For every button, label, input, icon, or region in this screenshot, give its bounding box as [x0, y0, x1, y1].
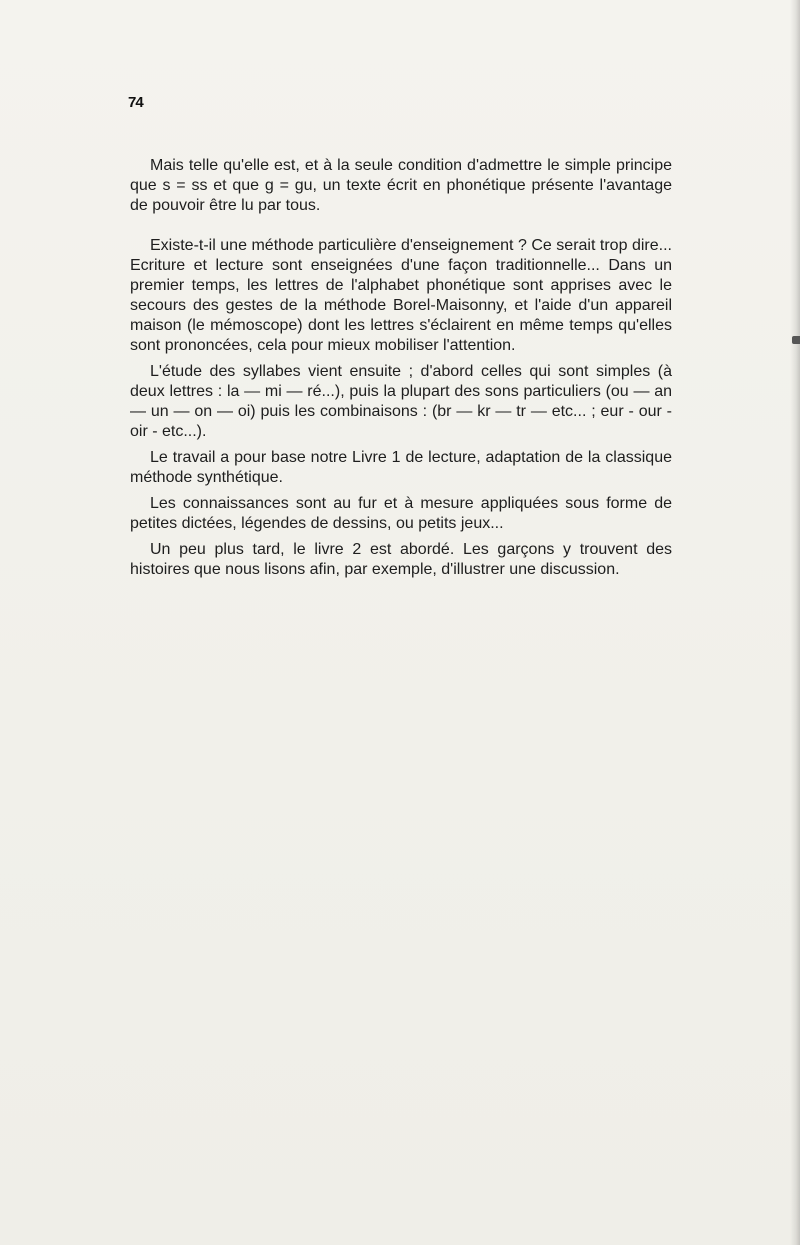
- paragraph-3: L'étude des syllabes vient ensuite ; d'abord celles qui sont simples (à deux lettres : la — mi — ré...), puis la plupart des sons particuliers (ou — an — un — on — oi) puis les combinaisons : (br — kr — tr — etc... ; eur - our - oir - etc...).: [130, 363, 672, 440]
- page-number: 74: [128, 94, 143, 111]
- page-edge-shadow: [790, 0, 800, 1245]
- paragraph-2: Existe-t-il une méthode particulière d'enseignement ? Ce serait trop dire... Ecriture et lecture sont enseignées d'une façon traditionnelle... Dans un premier temps, les lettres de l'alphabet phonétique sont apprises avec le secours des gestes de la méthode Borel-Maisonny, et l'aide d'un appareil maison (le mémoscope) dont les lettres s'éclairent en même temps qu'elles sont prononcées, cela pour mieux mobiliser l'attention.: [130, 237, 672, 354]
- body-text: [130, 156, 672, 580]
- paragraph-5: Les connaissances sont au fur et à mesure appliquées sous forme de petites dictées, légendes de dessins, ou petits jeux...: [130, 495, 672, 532]
- paragraph-6: Un peu plus tard, le livre 2 est abordé. Les garçons y trouvent des histoires que nous lisons afin, par exemple, d'illustrer une discussion.: [130, 541, 672, 578]
- paragraph-1: Mais telle qu'elle est, et à la seule condition d'admettre le simple principe que s = ss et que g = gu, un texte écrit en phonétique présente l'avantage de pouvoir être lu par tous.: [130, 157, 672, 214]
- edge-mark: [792, 336, 800, 344]
- paragraph-4: Le travail a pour base notre Livre 1 de lecture, adaptation de la classique méthode synthétique.: [130, 449, 672, 486]
